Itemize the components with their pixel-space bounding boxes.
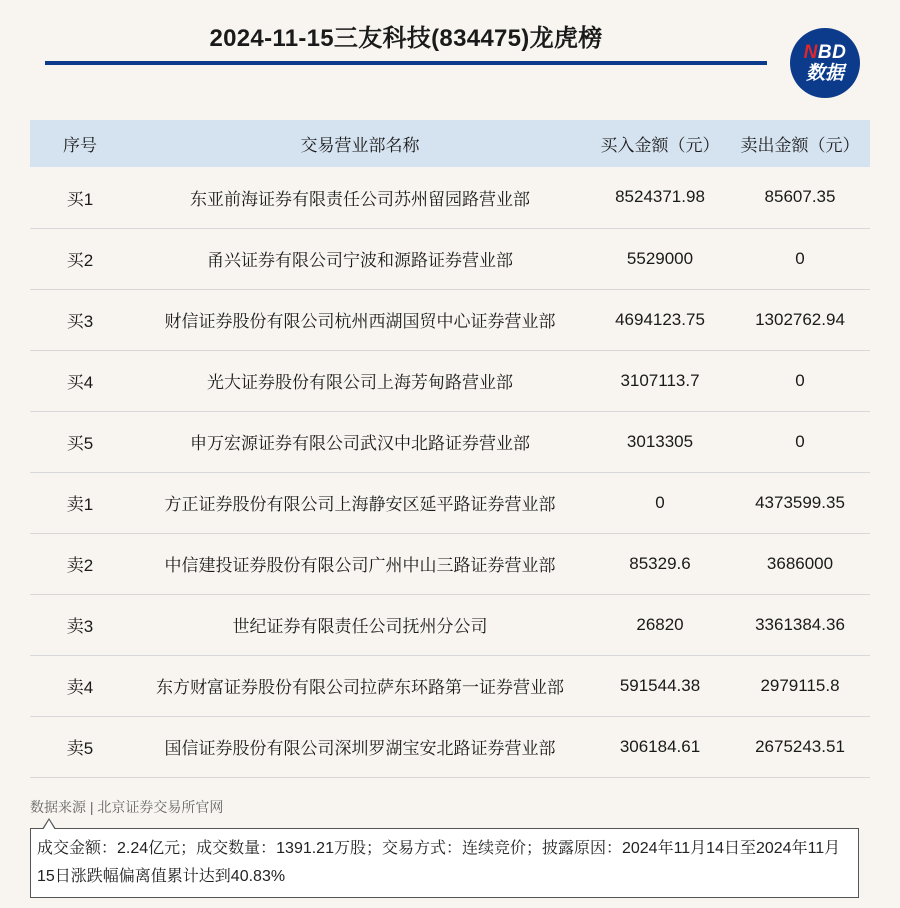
cell-buy-amount: 3013305 [626, 431, 694, 451]
cell-seq: 卖5 [66, 739, 94, 758]
cell-branch-name: 中信建投证券股份有限公司广州中山三路证券营业部 [164, 556, 556, 575]
cell-seq: 卖4 [66, 678, 94, 697]
page-title: 2024-11-15三友科技(834475)龙虎榜 [209, 25, 603, 52]
cell-buy-amount: 85329.6 [629, 553, 691, 573]
cell-branch-name: 东方财富证券股份有限公司拉萨东环路第一证券营业部 [156, 678, 564, 697]
table-row [30, 594, 870, 655]
title-underline [45, 61, 767, 65]
cell-buy-amount: 5529000 [626, 248, 694, 268]
table-row [30, 655, 870, 716]
cell-sell-amount: 85607.35 [764, 187, 836, 207]
cell-branch-name: 甬兴证券有限公司宁波和源路证券营业部 [207, 251, 513, 270]
cell-sell-amount: 0 [795, 431, 805, 451]
cell-buy-amount: 4694123.75 [615, 309, 705, 329]
logo-wordmark: NBD [803, 42, 847, 63]
col-header-buy: 买入金额（元） [600, 136, 720, 155]
table-row [30, 411, 870, 472]
cell-buy-amount: 3107113.7 [620, 370, 700, 390]
cell-branch-name: 申万宏源证券有限公司武汉中北路证券营业部 [190, 434, 530, 453]
col-header-name: 交易营业部名称 [300, 136, 420, 155]
cell-sell-amount: 3686000 [766, 553, 834, 573]
cell-seq: 卖1 [66, 495, 94, 514]
table-row [30, 289, 870, 350]
cell-sell-amount: 2675243.51 [755, 736, 845, 756]
cell-buy-amount: 8524371.98 [615, 187, 705, 207]
trade-summary-note: 成交金额：2.24亿元；成交数量：1391.21万股；交易方式：连续竞价；披露原因：2024年11月14日至2024年11月15日涨跌幅偏离值累计达到40.83% [30, 828, 859, 898]
cell-seq: 买5 [66, 434, 94, 453]
cell-branch-name: 财信证券股份有限公司杭州西湖国贸中心证券营业部 [164, 312, 556, 331]
cell-sell-amount: 0 [795, 370, 805, 390]
cell-buy-amount: 306184.61 [619, 736, 701, 756]
cell-seq: 买3 [66, 312, 94, 331]
col-header-sell: 卖出金额（元） [740, 136, 860, 155]
table-row [30, 350, 870, 411]
col-header-seq: 序号 [63, 136, 97, 155]
cell-buy-amount: 26820 [636, 614, 684, 634]
cell-sell-amount: 1302762.94 [755, 309, 845, 329]
cell-branch-name: 方正证券股份有限公司上海静安区延平路证券营业部 [164, 495, 556, 514]
cell-buy-amount: 591544.38 [619, 675, 701, 695]
cell-seq: 卖2 [66, 556, 94, 575]
table-row [30, 167, 870, 228]
cell-seq: 买2 [66, 251, 94, 270]
data-source: 数据来源 | 北京证券交易所官网 [30, 799, 224, 815]
table-row [30, 533, 870, 594]
table-row [30, 472, 870, 533]
nbd-logo [790, 28, 860, 98]
logo-subtitle: 数据 [805, 63, 844, 84]
table-row [30, 716, 870, 777]
cell-branch-name: 世纪证券有限责任公司抚州分公司 [232, 617, 488, 636]
cell-seq: 买1 [66, 189, 94, 209]
dragon-tiger-table [30, 120, 870, 778]
cell-seq: 卖3 [66, 617, 94, 636]
cell-branch-name: 东亚前海证券有限责任公司苏州留园路营业部 [190, 189, 530, 209]
table-header-row [30, 120, 870, 167]
cell-sell-amount: 3361384.36 [755, 614, 845, 634]
cell-branch-name: 国信证券股份有限公司深圳罗湖宝安北路证券营业部 [164, 739, 556, 758]
cell-branch-name: 光大证券股份有限公司上海芳甸路营业部 [207, 373, 513, 392]
cell-sell-amount: 4373599.35 [755, 492, 845, 512]
cell-buy-amount: 0 [655, 492, 665, 512]
cell-seq: 买4 [66, 373, 94, 392]
table-row [30, 228, 870, 289]
cell-sell-amount: 0 [795, 248, 805, 268]
cell-sell-amount: 2979115.8 [760, 675, 840, 695]
